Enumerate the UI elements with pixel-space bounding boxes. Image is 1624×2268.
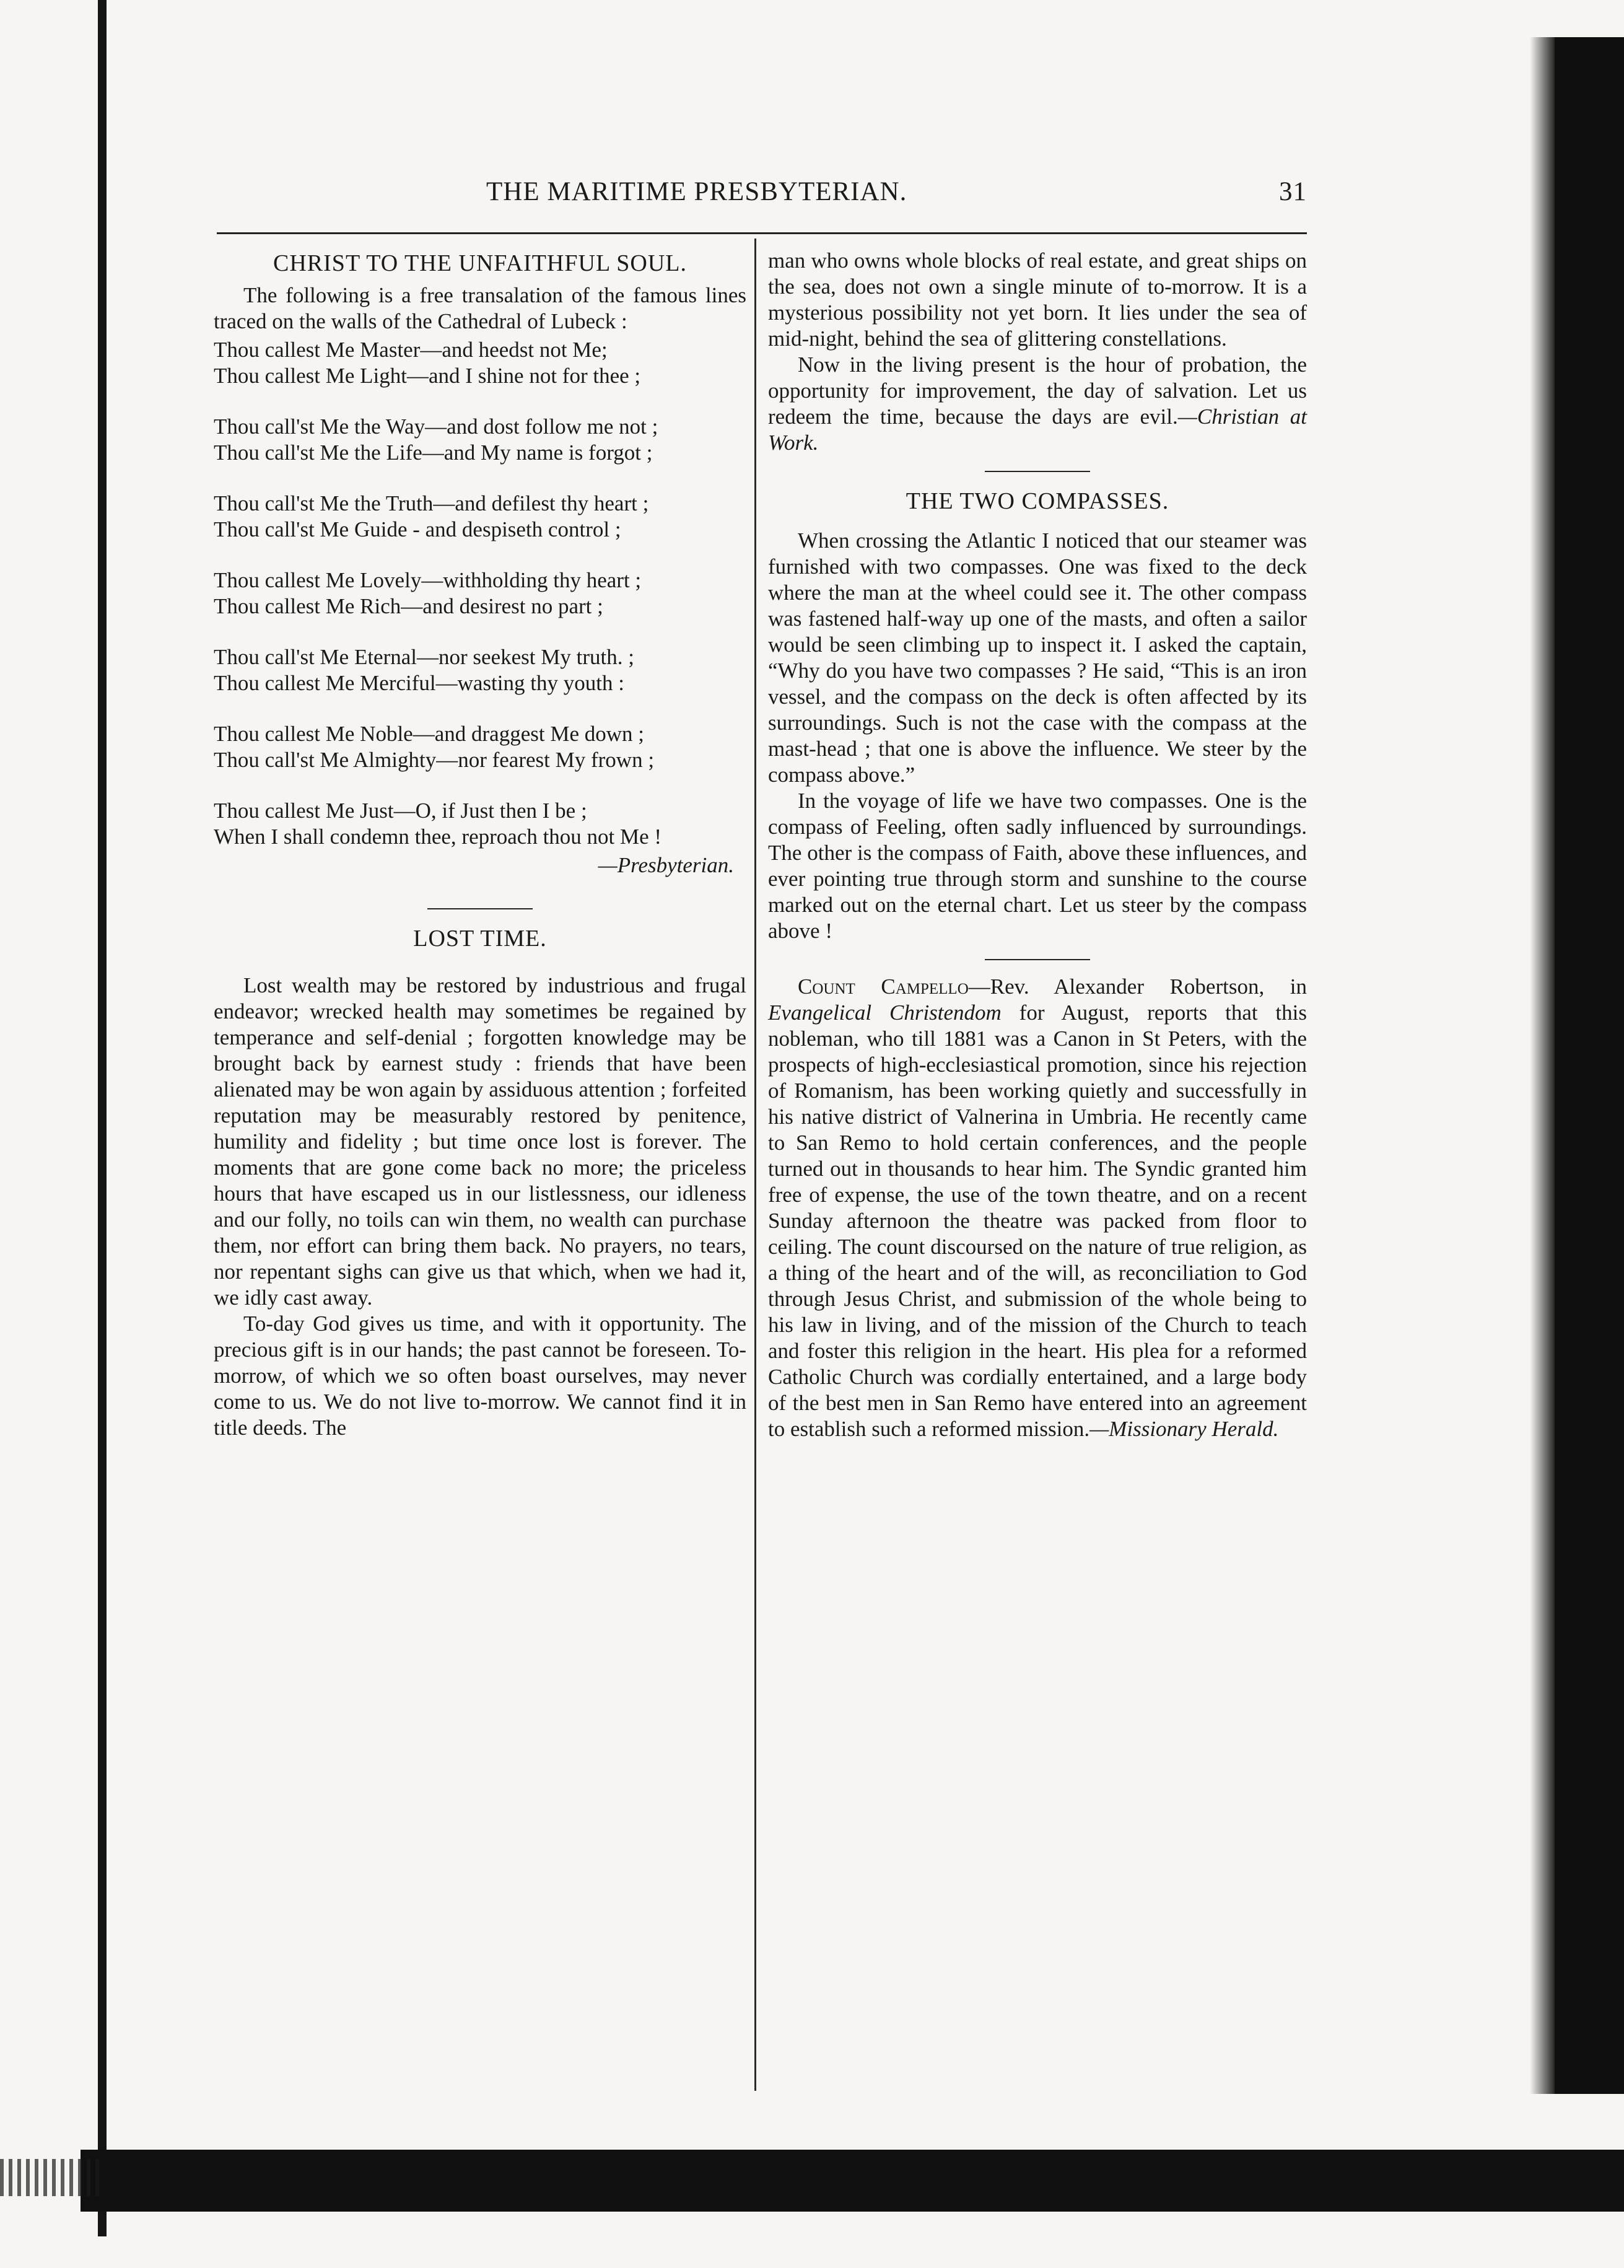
poem-line: Thou callest Me Just—O, if Just then I be ; <box>214 799 587 823</box>
poem-line: Thou call'st Me Eternal—nor seekest My truth. ; <box>214 645 634 669</box>
lost-time-paragraph: To-day God gives us time, and with it opportunity. The precious gift is in our hands; the past cannot be foreseen. To-morrow, of which we so often boast ourselves, may never come to us. We do not live to-morrow. We cannot find it in title deeds. The <box>214 1311 746 1440</box>
campello-paragraph <box>768 974 1307 1442</box>
section-rule <box>985 959 1090 960</box>
poem-stanza <box>214 414 746 466</box>
poem-line: Thou call'st Me Guide - and despiseth control ; <box>214 517 621 541</box>
lost-time-continued-text: Now in the living present is the hour of probation, the opportunity for improvement, the day of salvation. Let us redeem the time, because the days are evil. <box>768 352 1307 429</box>
scan-bottom-fray <box>0 2159 99 2196</box>
poem-line: Thou call'st Me the Way—and dost follow me not ; <box>214 414 658 439</box>
lost-time-continued-paragraph <box>768 352 1307 456</box>
campello-text-a: —Rev. Alexander Robertson, in <box>968 974 1307 999</box>
poem-heading: CHRIST TO THE UNFAITHFUL SOUL. <box>273 250 687 276</box>
poem-stanza <box>214 337 746 389</box>
poem-attribution: —Presbyterian. <box>598 853 734 877</box>
poem-stanza <box>214 721 746 773</box>
poem-line: Thou call'st Me the Life—and My name is forgot ; <box>214 440 653 465</box>
poem-line: Thou callest Me Lovely—withholding thy heart ; <box>214 568 642 592</box>
lost-time-heading: LOST TIME. <box>413 926 547 952</box>
section-rule <box>985 471 1090 472</box>
poem-line: Thou callest Me Master—and heedst not Me; <box>214 338 608 362</box>
poem-line: Thou callest Me Rich—and desirest no part ; <box>214 594 603 618</box>
page-number: 31 <box>1279 177 1307 206</box>
journal-title: THE MARITIME PRESBYTERIAN. <box>486 177 907 206</box>
poem-stanza <box>214 567 746 620</box>
compasses-paragraph: When crossing the Atlantic I noticed that our steamer was furnished with two compasses. One was fixed to the deck where the man at the wheel could see it. The other compass was fastened half-way up one of the masts, and often a sailor would be seen climbing up to inspect it. I asked the captain, “Why do you have two compasses ? He said, “This is an iron vessel, and the compass on the deck is often affected by its surroundings. Such is not the case with the compass at the mast-head ; that one is above the influence. We steer by the compass above.” <box>768 528 1307 787</box>
scan-right-shadow <box>1555 37 1624 2094</box>
lost-time-paragraph: Lost wealth may be restored by industrious and frugal endeavor; wrecked health may sometimes be regained by temperance and self-denial ; forgotten knowledge may be brought back by earnest study : friends that have been alienated may be won again by assiduous attention ; forfeited reputation may be measurably restored by penitence, humility and fidelity ; but time once lost is forever. The moments that are gone come back no more; the priceless hours that have escaped us in our listlessness, our idleness and our folly, no toils can win them, no wealth can purchase them, nor effort can bring them back. No prayers, no tears, nor repentant sighs can give us that which, when we had it, we idly cast away. <box>214 973 746 1310</box>
header-rule <box>217 232 1307 234</box>
campello-attribution: —Missionary Herald. <box>1089 1417 1279 1441</box>
left-column <box>214 248 746 1441</box>
compasses-heading: THE TWO COMPASSES. <box>906 488 1169 514</box>
campello-lead: Count Campello <box>798 974 969 999</box>
campello-text-b: for August, reports that this nobleman, who till 1881 was a Canon in St Peters, with the prospects of high-ecclesiastical promotion, since his rejection of Romanism, has been working quietly and successfully in his native district of Valnerina in Umbria. He recently came to San Remo to hold certain conferences, and the people turned out in thousands to hear him. The Syndic granted him free of expense, the use of the town theatre, and on a recent Sunday afternoon the theatre was packed from floor to ceiling. The count discoursed on the nature of true religion, as a thing of the heart and of the will, as reconciliation to God through Jesus Christ, and submission of the whole being to his law in living, and of the mission of the Church to teach and foster this religion in the heart. His plea for a reformed Catholic Church was cordially entertained, and a large body of the best men in San Remo have entered into an agreement to establish such a reformed mission. <box>768 1000 1307 1441</box>
column-divider <box>754 239 756 2091</box>
poem-stanza <box>214 491 746 543</box>
lost-time-continued: man who owns whole blocks of real estate, and great ships on the sea, does not own a single minute of to-morrow. It is a mysterious possibility not yet born. It lies under the sea of mid-night, behind the sea of glittering constellations. <box>768 248 1307 351</box>
poem-intro: The following is a free transalation of the famous lines traced on the walls of the Cathedral of Lubeck : <box>214 283 746 333</box>
lost-time-attribution: —Christian at Work. <box>768 405 1307 455</box>
right-column <box>768 248 1307 1442</box>
poem <box>214 337 746 850</box>
poem-stanza <box>214 644 746 696</box>
section-rule <box>427 908 533 909</box>
poem-stanza <box>214 798 746 850</box>
scan-bottom-shadow <box>81 2150 1624 2212</box>
poem-line: Thou call'st Me Almighty—nor fearest My frown ; <box>214 748 655 772</box>
poem-line: Thou callest Me Noble—and draggest Me down ; <box>214 722 644 746</box>
running-head <box>217 177 1307 214</box>
campello-source: Evangelical Christendom <box>768 1000 1002 1025</box>
compasses-paragraph: In the voyage of life we have two compasses. One is the compass of Feeling, often sadly influenced by surroundings. The other is the compass of Faith, above these influences, and ever pointing true through storm and sunshine to the course marked out on the eternal chart. Let us steer by the compass above ! <box>768 789 1307 943</box>
poem-line: When I shall condemn thee, reproach thou not Me ! <box>214 825 662 849</box>
poem-line: Thou call'st Me the Truth—and defilest thy heart ; <box>214 491 649 515</box>
poem-line: Thou callest Me Light—and I shine not for thee ; <box>214 364 641 388</box>
scan-binding-edge <box>98 0 107 2236</box>
poem-line: Thou callest Me Merciful—wasting thy youth : <box>214 671 624 695</box>
